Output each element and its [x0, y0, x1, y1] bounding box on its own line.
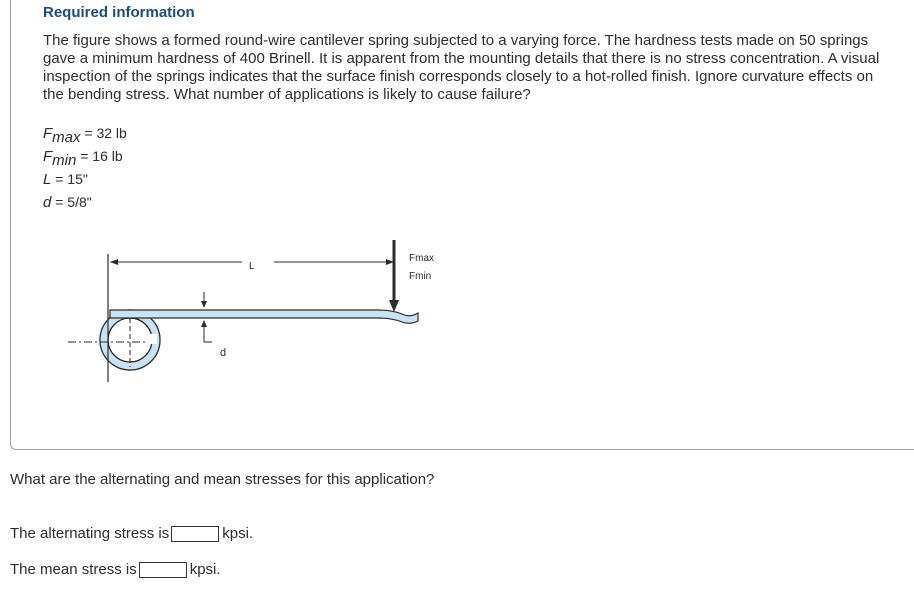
- given-fmin: Fmin = 16 lb: [43, 148, 123, 169]
- required-information-title: Required information: [43, 4, 195, 21]
- mean-stress-input[interactable]: [139, 562, 187, 578]
- label-diameter: d: [220, 347, 227, 359]
- given-values: [43, 122, 127, 214]
- mean-stress-answer: [10, 561, 221, 578]
- given-diameter: d = 5/8": [43, 194, 92, 211]
- label-length: L: [249, 261, 255, 272]
- question-text: What are the alternating and mean stresses for this application?: [10, 471, 435, 488]
- problem-statement: The figure shows a formed round-wire cantilever spring subjected to a varying force. The hardness tests made on 50 springs gave a minimum hardness of 400 Brinell. It is apparent from the mounting details that there is no stress concentration. A visual inspection of the springs indicates that the surface finish corresponds closely to a hot-rolled finish. Ignore curvature effects on the bending stress. What number of applications is likely to cause failure?: [43, 32, 880, 103]
- length-dimension: [110, 250, 394, 274]
- mean-stress-prefix: The mean stress is: [10, 561, 137, 578]
- alternating-stress-input[interactable]: [171, 526, 219, 542]
- given-fmax: Fmax = 32 lb: [43, 125, 127, 146]
- mean-stress-unit: kpsi.: [189, 561, 221, 578]
- alternating-stress-prefix: The alternating stress is: [10, 525, 170, 542]
- given-length: L = 15": [43, 171, 88, 188]
- label-fmax: Fmax: [409, 253, 434, 264]
- alternating-stress-answer: [10, 525, 253, 542]
- alternating-stress-unit: kpsi.: [222, 525, 254, 542]
- label-fmin: Fmin: [409, 271, 432, 282]
- diameter-dimension: [201, 292, 226, 359]
- spring-figure: [52, 222, 452, 392]
- cantilever-arm: [110, 310, 418, 323]
- force-arrow: [389, 240, 434, 312]
